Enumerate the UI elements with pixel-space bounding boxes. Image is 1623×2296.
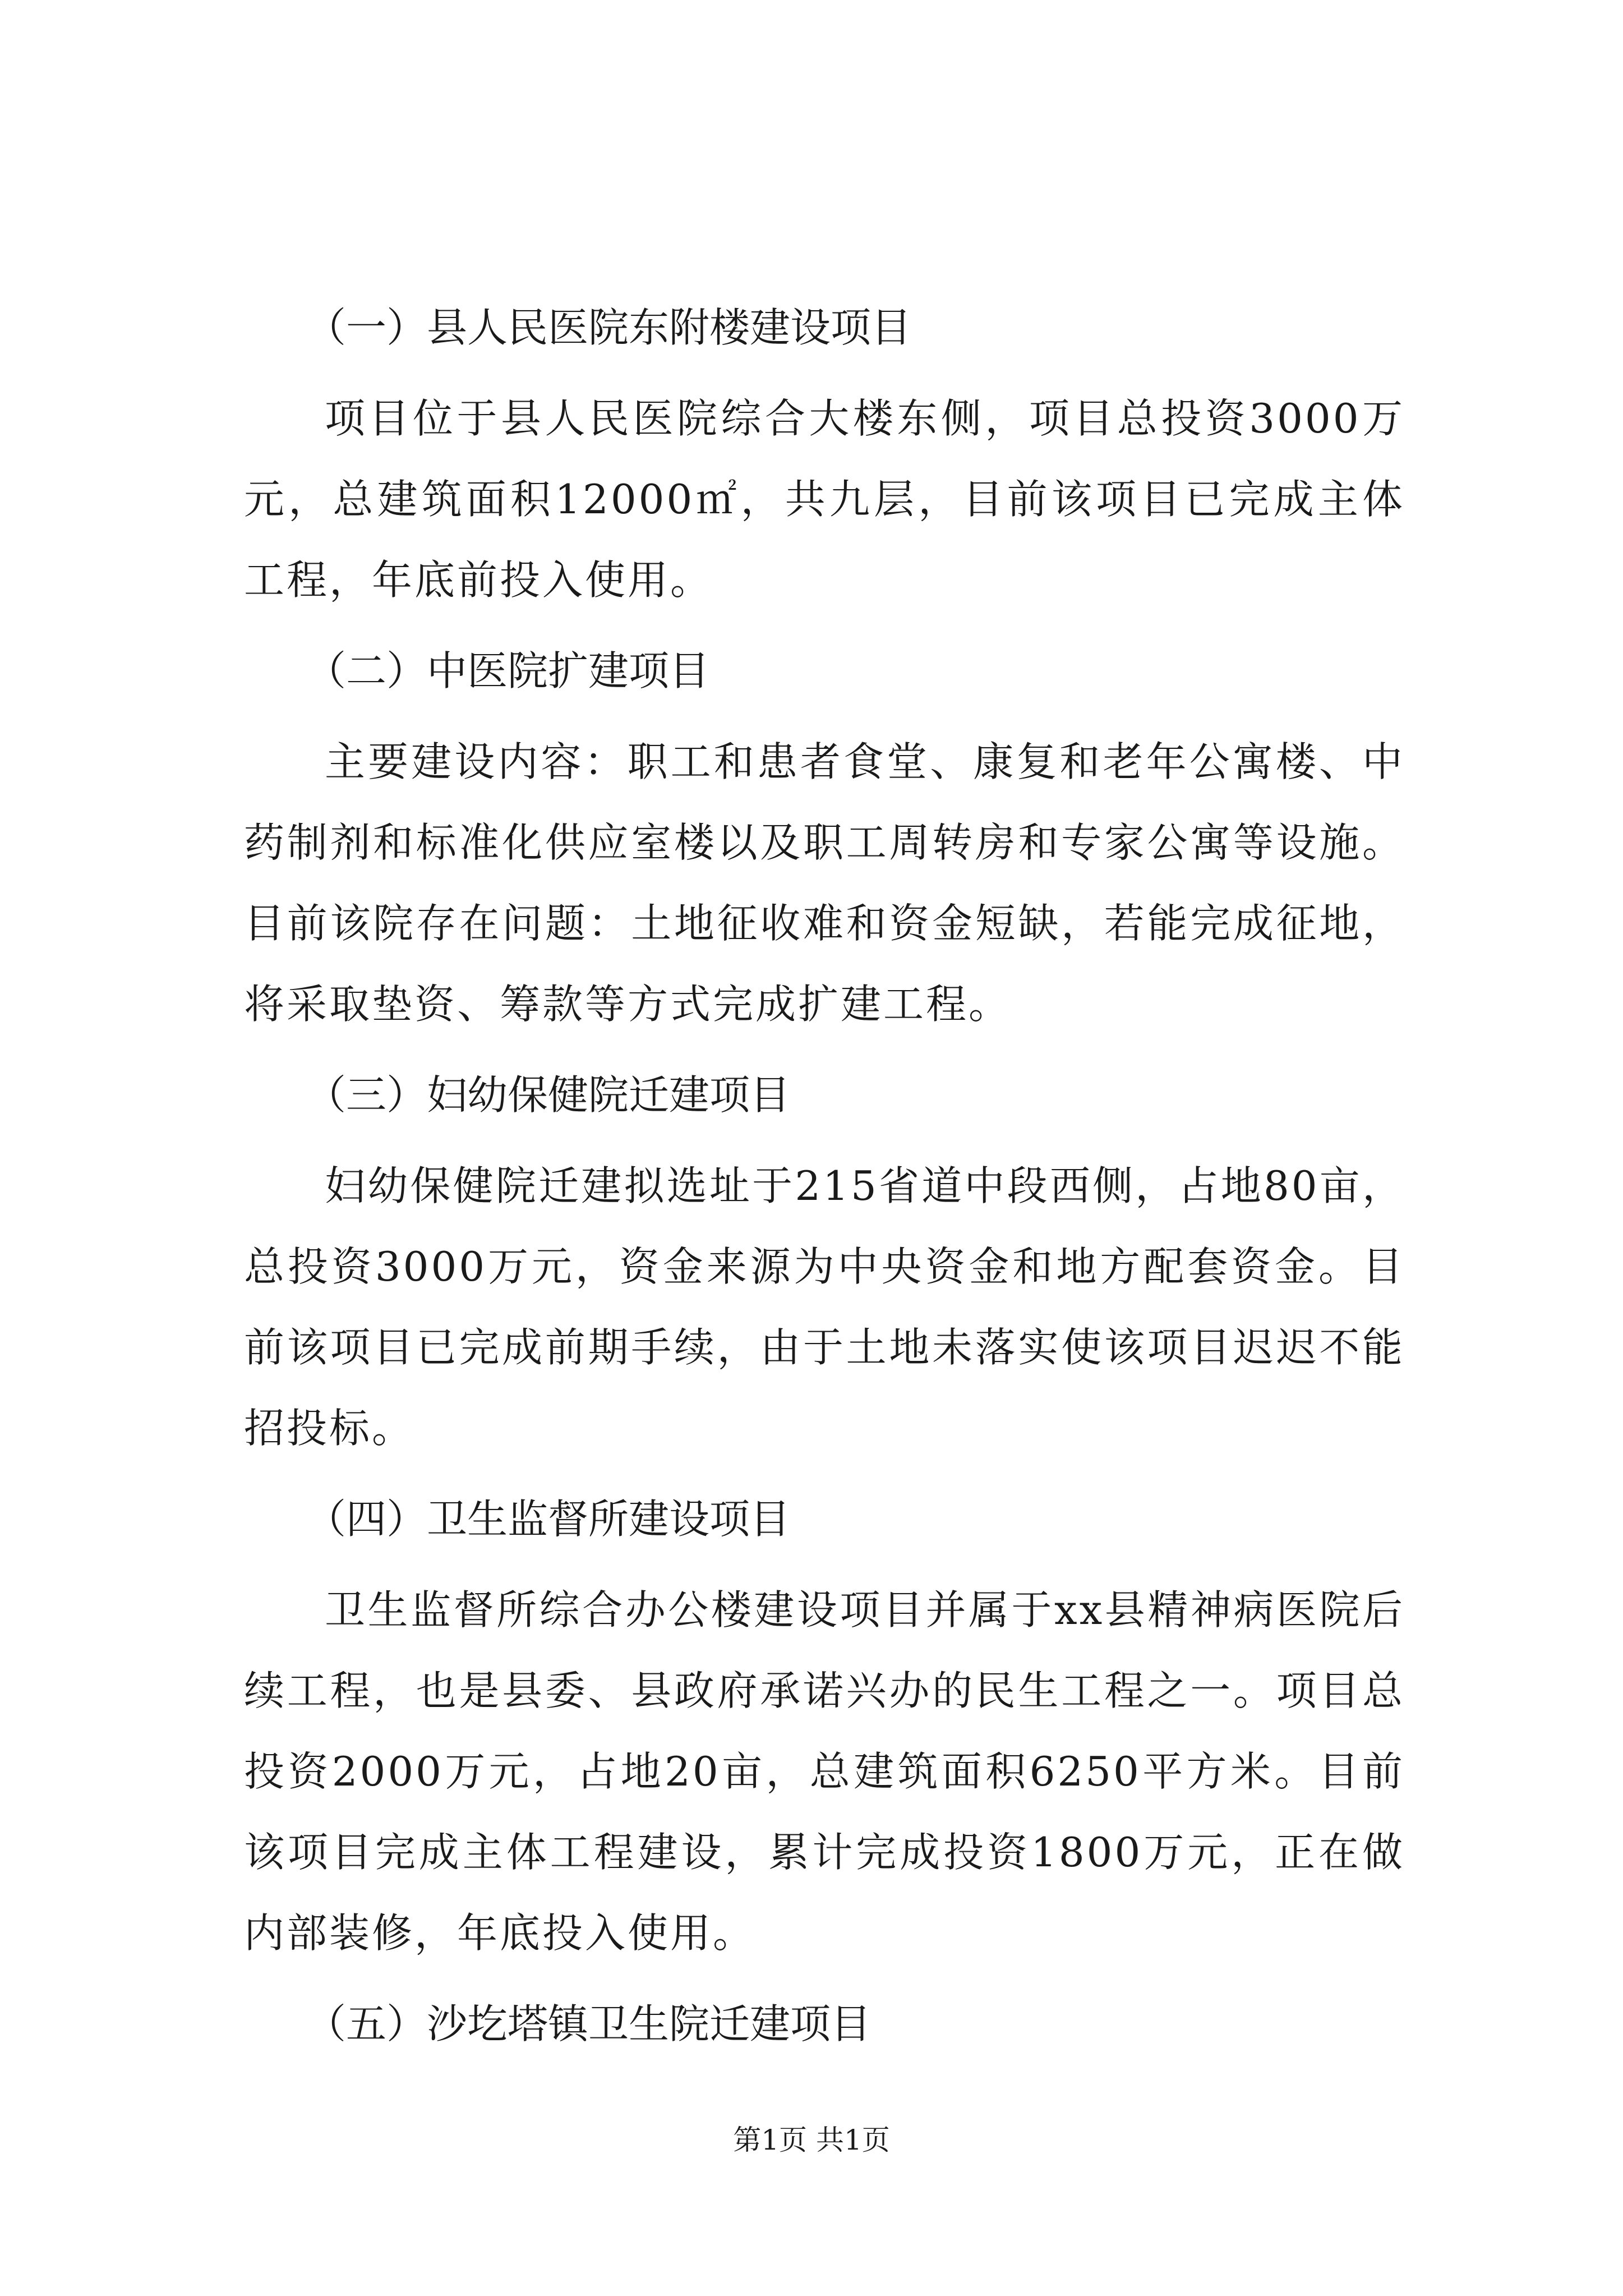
section-heading-5: （五）沙圪塔镇卫生院迁建项目: [306, 2000, 872, 2047]
section-body-2: 主要建设内容：职工和患者食堂、康复和老年公寓楼、中药制剂和标准化供应室楼以及职工周转房和专家公寓等设施。目前该院存在问题：土地征收难和资金短缺，若能完成征地，将采取垫资、筹款等方式完成扩建工程。: [244, 738, 1405, 1028]
section-heading-2: （二）中医院扩建项目: [306, 647, 710, 694]
section-heading-3: （三）妇幼保健院迁建项目: [306, 1071, 791, 1119]
document-body: [244, 297, 1405, 2074]
section-body-4: 卫生监督所综合办公楼建设项目并属于xx县精神病医院后续工程，也是县委、县政府承诺兴办的民生工程之一。项目总投资2000万元，占地20亩，总建筑面积6250平方米。目前该项目完成主体工程建设，累计完成投资1800万元，正在做内部装修，年底投入使用。: [244, 1586, 1405, 1957]
section-heading-1: （一）县人民医院东附楼建设项目: [306, 304, 912, 351]
section-heading-4: （四）卫生监督所建设项目: [306, 1496, 791, 1543]
page-footer: 第1页 共1页: [733, 2124, 890, 2156]
section-body-3: 妇幼保健院迁建拟选址于215省道中段西侧，占地80亩，总投资3000万元，资金来源为中央资金和地方配套资金。目前该项目已完成前期手续，由于土地未落实使该项目迟迟不能招投标。: [244, 1162, 1405, 1452]
section-body-1: 项目位于县人民医院综合大楼东侧，项目总投资3000万元，总建筑面积12000㎡，共九层，目前该项目已完成主体工程，年底前投入使用。: [244, 395, 1405, 604]
